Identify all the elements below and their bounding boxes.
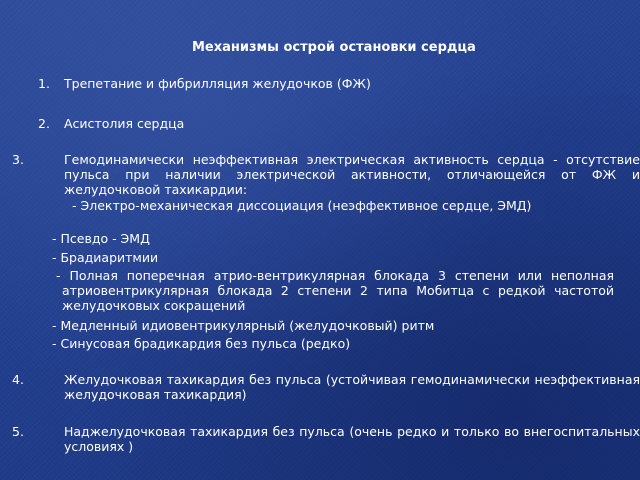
item-number: 5.	[12, 424, 24, 439]
item-number: 4.	[12, 372, 24, 387]
list-item-5	[12, 424, 640, 454]
item-number: 3.	[12, 152, 24, 167]
subitem-bradyarrhythmias: - Брадиаритмии	[52, 250, 159, 265]
subitem-sinus-brady: - Синусовая брадикардия без пульса (редко)	[52, 336, 351, 351]
item-text: Гемодинамически неэффективная электрическая активность сердца - отсутствие пульса при наличии электрической активности, отличающейся от ФЖ и желудочковой тахикардии:	[64, 152, 640, 197]
item-number: 1.	[38, 76, 50, 91]
item-text: Наджелудочковая тахикардия без пульса (очень редко и только во внегоспитальных условиях )	[64, 424, 640, 454]
item-text: Желудочковая тахикардия без пульса (устойчивая гемодинамически неэффективная желудочковая тахикардия)	[64, 372, 640, 402]
list-item-2	[38, 116, 614, 131]
subitem-idioventricular: - Медленный идиовентрикулярный (желудочковый) ритм	[52, 318, 435, 333]
slide-title: Механизмы острой остановки сердца	[192, 40, 476, 55]
item-number: 2.	[38, 116, 50, 131]
subitem-emd: - Электро-механическая диссоциация (неэффективное сердце, ЭМД)	[72, 198, 532, 213]
item-text: Трепетание и фибрилляция желудочков (ФЖ)	[64, 76, 371, 91]
list-item-3	[12, 152, 640, 197]
item-text: Асистолия сердца	[64, 116, 185, 131]
subitem-av-block: - Полная поперечная атрио-вентрикулярная блокада 3 степени или неполная атриовентрикулярная блокада 2 степени 2 типа Мобитца с редкой частотой желудочковых сокращений	[56, 268, 614, 313]
list-item-1	[38, 76, 614, 91]
subitem-pseudo-emd: - Псевдо - ЭМД	[52, 231, 150, 246]
list-item-4	[12, 372, 640, 402]
